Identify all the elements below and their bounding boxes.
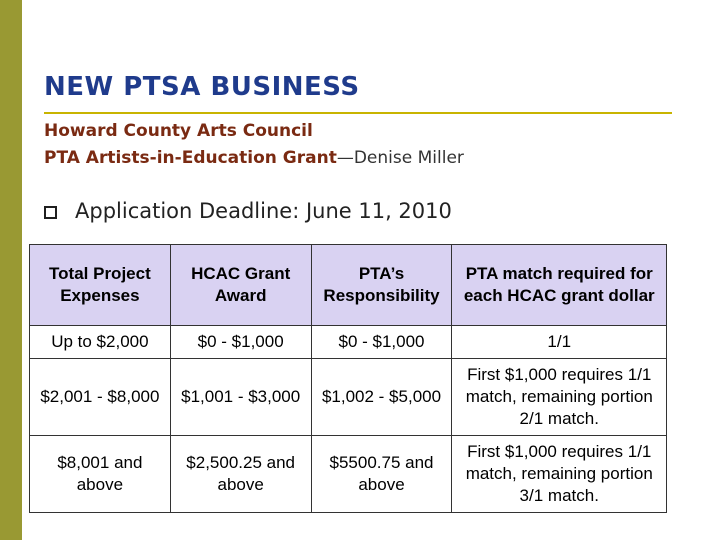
table-cell: $2,001 - $8,000 xyxy=(30,359,171,436)
subtitle-line-2 xyxy=(44,145,464,172)
table-row xyxy=(30,436,667,513)
table-cell: Up to $2,000 xyxy=(30,326,171,359)
table-cell: $8,001 and above xyxy=(30,436,171,513)
header-hcac-award: HCAC Grant Award xyxy=(170,245,311,326)
table-cell: $2,500.25 and above xyxy=(170,436,311,513)
deadline-text: Application Deadline: June 11, 2010 xyxy=(75,199,452,223)
table-header-row xyxy=(30,245,667,326)
table-cell: $0 - $1,000 xyxy=(311,326,452,359)
left-accent-bar xyxy=(0,0,22,540)
slide-subtitle xyxy=(44,118,464,172)
table-cell: $0 - $1,000 xyxy=(170,326,311,359)
table-cell: First $1,000 requires 1/1 match, remaining portion 2/1 match. xyxy=(452,359,667,436)
slide-title: NEW PTSA BUSINESS xyxy=(44,72,360,102)
grant-table xyxy=(29,244,667,513)
table-cell: $1,001 - $3,000 xyxy=(170,359,311,436)
header-pta-responsibility: PTA’s Responsibility xyxy=(311,245,452,326)
subtitle-presenter: —Denise Miller xyxy=(336,148,464,168)
table-cell: 1/1 xyxy=(452,326,667,359)
table-cell: First $1,000 requires 1/1 match, remaining portion 3/1 match. xyxy=(452,436,667,513)
header-pta-match: PTA match required for each HCAC grant dollar xyxy=(452,245,667,326)
table-cell: $1,002 - $5,000 xyxy=(311,359,452,436)
table-row xyxy=(30,359,667,436)
title-divider xyxy=(44,112,672,114)
square-bullet-icon xyxy=(44,206,57,219)
subtitle-line-1: Howard County Arts Council xyxy=(44,121,313,141)
subtitle-grant-name: PTA Artists-in-Education Grant xyxy=(44,148,337,168)
table-row xyxy=(30,326,667,359)
table-cell: $5500.75 and above xyxy=(311,436,452,513)
deadline-bullet xyxy=(44,196,452,226)
header-total-expenses: Total Project Expenses xyxy=(30,245,171,326)
